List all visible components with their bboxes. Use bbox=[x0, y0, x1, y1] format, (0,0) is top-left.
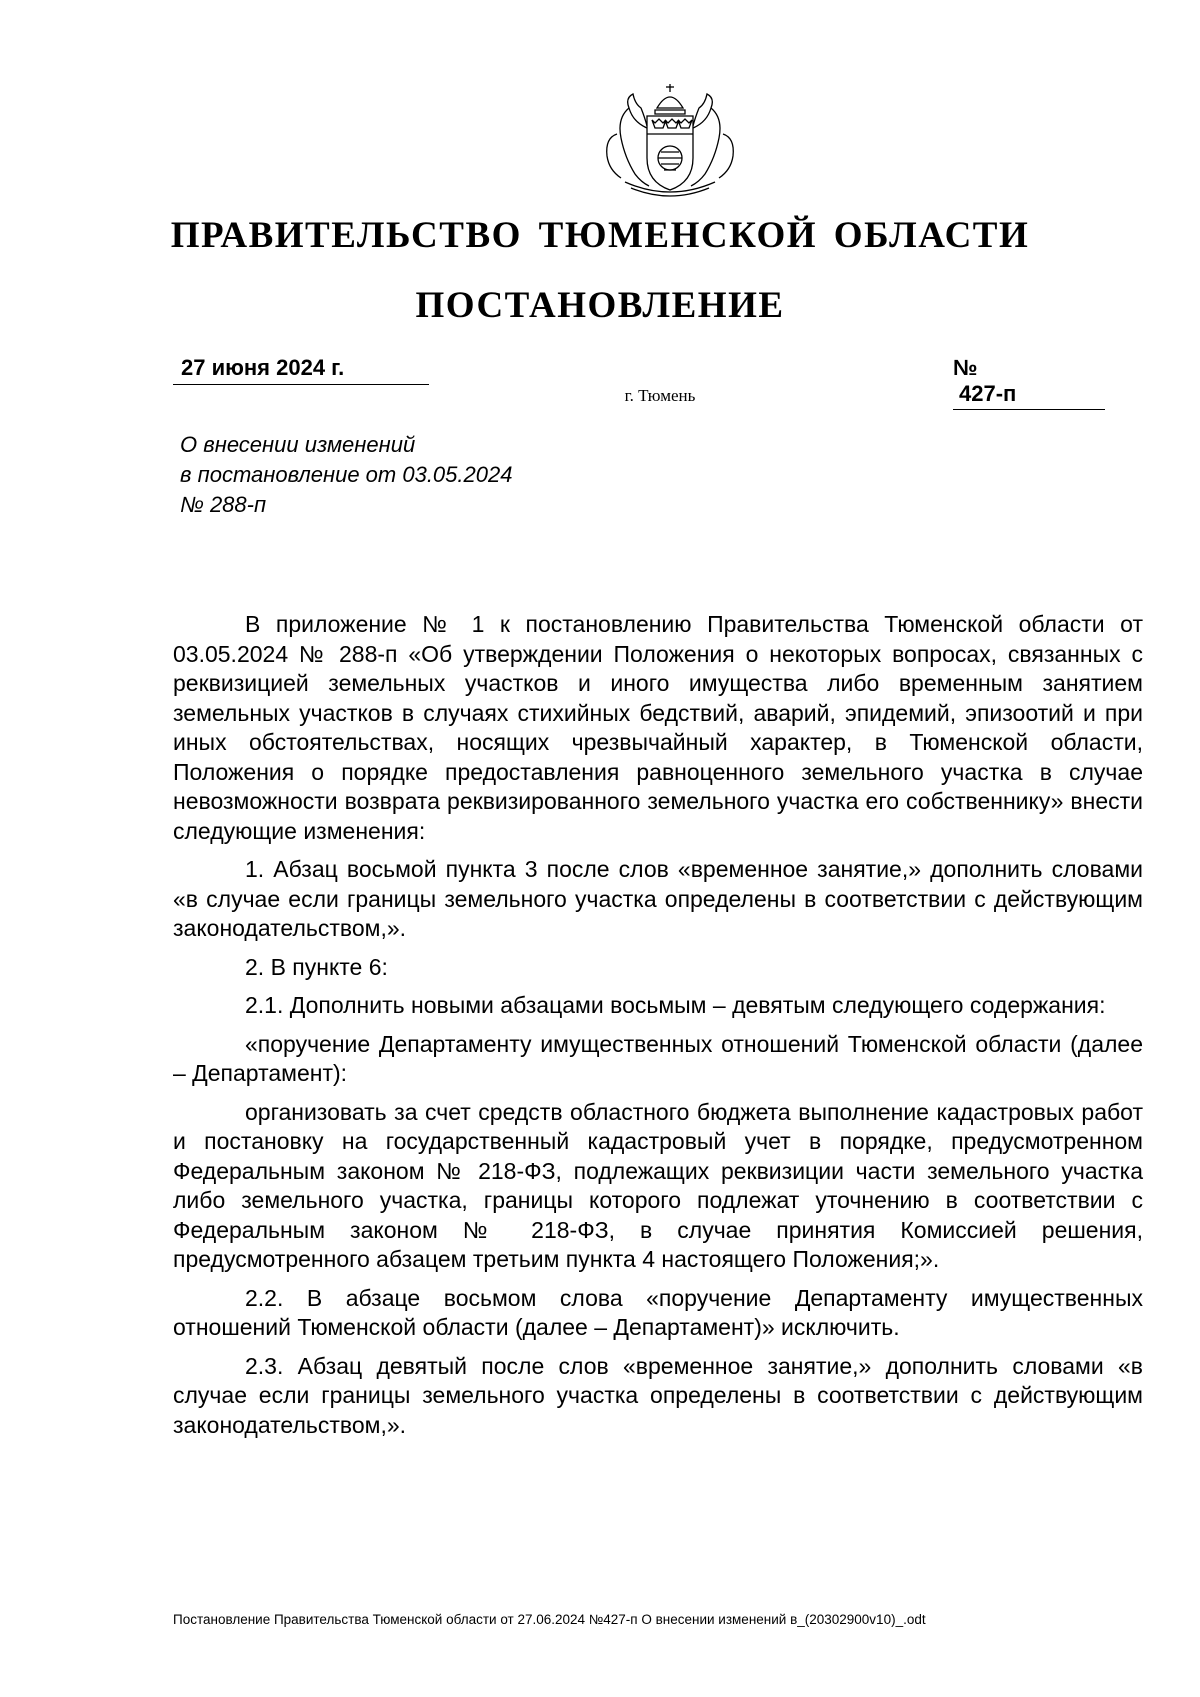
subject-line: в постановление от 03.05.2024 bbox=[180, 462, 513, 487]
body-paragraph: организовать за счет средств областного бюджета выполнение кадастровых работ и постановку на государственный кадастровый учет в порядке, предусмотренном Федеральным законом № 218-ФЗ, подлежащих реквизиции части земельного участка либо земельного участка, границы которого подлежат уточнению в соответствии с Федеральным законом № 218-ФЗ, в случае принятия Комиссией решения, предусмотренного абзацем третьим пункта 4 настоящего Положения;». bbox=[173, 1098, 1143, 1272]
document-footer: Постановление Правительства Тюменской области от 27.06.2024 №427-п О внесении изменений в_(20302900v10)_.odt bbox=[173, 1612, 926, 1627]
document-number: 427-п bbox=[953, 381, 1105, 410]
body-paragraph: 1. Абзац восьмой пункта 3 после слов «временное занятие,» дополнить словами «в случае если границы земельного участка определены в соответствии с действующим законодательством,». bbox=[173, 856, 1143, 941]
body-paragraph: В приложение № 1 к постановлению Правительства Тюменской области от 03.05.2024 № 288-п «Об утверждении Положения о некоторых вопросах, связанных с реквизицией земельных участков и иного имущества либо временным занятием земельных участков в случаях стихийных бедствий, аварий, эпидемий, эпизоотий и при иных обстоятельствах, носящих чрезвычайный характер, в Тюменской области, Положения о порядке предоставления равноценного земельного участка в случае невозможности возврата реквизированного земельного участка его собственнику» внести следующие изменения: bbox=[173, 611, 1143, 844]
subject-line: О внесении изменений bbox=[180, 432, 416, 457]
body-paragraph: «поручение Департаменту имущественных отношений Тюменской области (далее – Департамент): bbox=[173, 1030, 1143, 1086]
subject-line: № 288-п bbox=[180, 492, 267, 517]
document-city: г. Тюмень bbox=[624, 386, 696, 405]
coat-of-arms-icon bbox=[595, 78, 745, 198]
body-paragraph: 2.3. Абзац девятый после слов «временное занятие,» дополнить словами «в случае если границы земельного участка определены в соответствии с действующим законодательством,». bbox=[173, 1352, 1143, 1438]
document-body bbox=[173, 610, 1143, 1449]
body-paragraph: 2.1. Дополнить новыми абзацами восьмым – девятым следующего содержания: bbox=[245, 992, 1106, 1018]
organization-title: ПРАВИТЕЛЬСТВО ТЮМЕНСКОЙ ОБЛАСТИ bbox=[170, 215, 1030, 256]
document-number-field bbox=[953, 355, 1133, 406]
body-paragraph: 2.2. В абзаце восьмом слова «поручение Департаменту имущественных отношений Тюменской области (далее – Департамент)» исключить. bbox=[173, 1284, 1143, 1340]
body-paragraph: 2. В пункте 6: bbox=[245, 953, 388, 980]
document-date: 27 июня 2024 г. bbox=[173, 355, 429, 385]
number-sign: № bbox=[953, 355, 978, 380]
document-type: ПОСТАНОВЛЕНИЕ bbox=[415, 285, 785, 326]
document-subject bbox=[180, 430, 680, 520]
